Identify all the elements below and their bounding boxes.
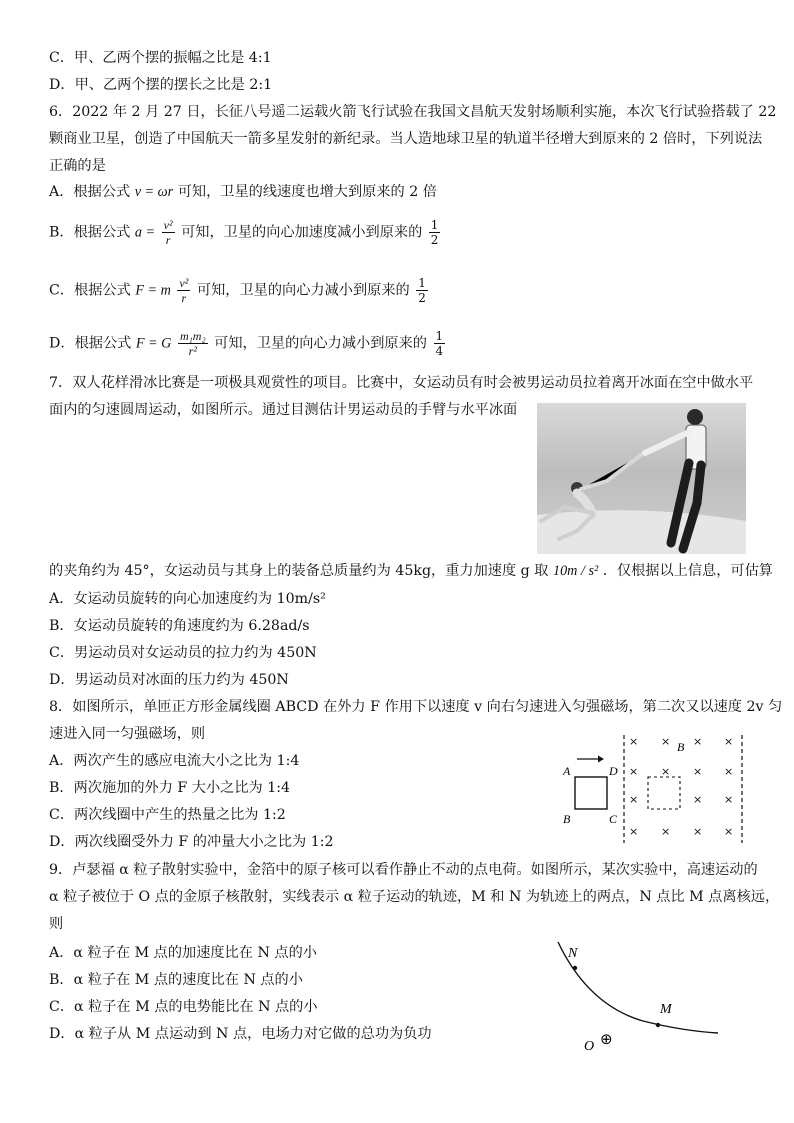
- label-n: N: [568, 946, 578, 961]
- q6-stem-line2: 颗商业卫星，创造了中国航天一箭多星发射的新纪录。当人造地球卫星的轨道半径增大到原来的 2 倍时，下列说法: [49, 131, 763, 147]
- label-m: M: [660, 1002, 672, 1017]
- q6-stem-line3: 正确的是: [49, 158, 106, 174]
- q6-option-c-answer-fraction: [416, 276, 428, 305]
- svg-text:×: ×: [661, 735, 671, 748]
- svg-text:×: ×: [629, 825, 639, 838]
- q6-option-a-formula: v = ωr: [134, 184, 174, 200]
- figure-skating-pair-photo: [537, 403, 746, 554]
- q6-option-d-fraction: [178, 329, 208, 358]
- fraction-denominator: r: [181, 291, 187, 305]
- coil-label-d: D: [609, 764, 618, 778]
- q7-stem-line3-tail: ．仅根据以上信息，可估算: [602, 563, 773, 579]
- fraction-numerator: 1: [430, 218, 439, 232]
- q6-option-c-lhs: F = m: [135, 282, 171, 299]
- q7-option-a: A．女运动员旋转的向心加速度约为 10m/s²: [49, 591, 326, 607]
- q7-option-d: D．男运动员对冰面的压力约为 450N: [49, 672, 289, 688]
- coil-label-c: C: [609, 812, 618, 826]
- coil-field-svg: [558, 733, 748, 845]
- label-o: O: [584, 1039, 595, 1054]
- q6-option-b-text: 可知，卫星的向心加速度减小到原来的: [181, 224, 423, 241]
- skaters-illustration: [537, 403, 746, 554]
- svg-text:×: ×: [724, 765, 734, 778]
- q8-stem-line2: 速进入同一匀强磁场，则: [49, 726, 206, 742]
- fraction-numerator: v²: [179, 276, 189, 290]
- fraction-denominator: r²: [188, 344, 197, 358]
- q7-stem-line3: [49, 561, 773, 581]
- q9-stem-line1: 9．卢瑟福 α 粒子散射实验中，金箔中的原子核可以看作静止不动的点电荷。如图所示，某次实验中，高速运动的: [49, 862, 758, 878]
- q6-option-b: [49, 218, 442, 247]
- alpha-trajectory-svg: [548, 935, 723, 1060]
- svg-text:×: ×: [629, 765, 639, 778]
- q6-option-c-fraction: [177, 276, 190, 305]
- nucleus-icon: ⊕: [600, 1030, 613, 1048]
- fraction-denominator: 2: [418, 291, 426, 305]
- q9-stem-line3: 则: [49, 916, 64, 932]
- q6-option-d: [49, 329, 447, 358]
- q6-option-d-answer-fraction: [434, 329, 446, 358]
- point-n: [573, 966, 577, 970]
- q6-option-d-lhs: F = G: [135, 335, 172, 352]
- q5-option-d: D．甲、乙两个摆的摆长之比是 2:1: [49, 77, 273, 93]
- fraction-numerator: 1: [418, 276, 426, 290]
- q9-option-c: C．α 粒子在 M 点的电势能比在 N 点的小: [49, 999, 318, 1015]
- q7-option-b: B．女运动员旋转的角速度约为 6.28ad/s: [49, 618, 310, 634]
- q7-stem-line2: 面内的匀速圆周运动，如图所示。通过目测估计男运动员的手臂与水平冰面: [49, 402, 518, 418]
- svg-text:×: ×: [661, 765, 671, 778]
- fraction-denominator: 4: [435, 344, 444, 358]
- svg-text:×: ×: [693, 825, 703, 838]
- fraction-numerator: 1: [435, 329, 444, 343]
- svg-text:×: ×: [724, 735, 734, 748]
- q7-option-c: C．男运动员对女运动员的拉力约为 450N: [49, 645, 317, 661]
- q6-option-c-text: 可知，卫星的向心力减小到原来的: [196, 282, 410, 299]
- q6-option-b-lhs: a =: [134, 224, 156, 241]
- q5-option-c: C．甲、乙两个摆的振幅之比是 4:1: [49, 50, 272, 66]
- q6-option-d-text: 可知，卫星的向心力减小到原来的: [214, 335, 427, 352]
- alpha-scattering-diagram: [548, 935, 723, 1060]
- q9-option-b: B．α 粒子在 M 点的速度比在 N 点的小: [49, 972, 303, 988]
- q8-option-a: A．两次产生的感应电流大小之比为 1:4: [49, 753, 300, 769]
- q8-stem-line1: 8．如图所示，单匝正方形金属线圈 ABCD 在外力 F 作用下以速度 v 向右匀速进入匀强磁场，第二次又以速度 2v 匀: [49, 699, 783, 715]
- svg-text:×: ×: [693, 793, 703, 806]
- coil-label-a: A: [563, 764, 571, 778]
- svg-text:×: ×: [629, 735, 639, 748]
- q6-option-d-prefix: D．根据公式: [49, 335, 132, 352]
- svg-text:×: ×: [661, 825, 671, 838]
- fraction-numerator: v²: [163, 218, 173, 232]
- square-coil: [575, 777, 607, 809]
- q7-stem-line1: 7．双人花样滑冰比赛是一项极具观赏性的项目。比赛中，女运动员有时会被男运动员拉着离开冰面在空中做水平: [49, 375, 754, 391]
- coil-label-b: B: [563, 812, 571, 826]
- svg-text:×: ×: [724, 793, 734, 806]
- svg-text:×: ×: [693, 735, 703, 748]
- q6-stem-line1: 6．2022 年 2 月 27 日，长征八号遥二运载火箭飞行试验在我国文昌航天发射场顺利实施，本次飞行试验搭载了 22: [49, 104, 777, 120]
- q6-option-b-fraction: [162, 218, 175, 247]
- q9-option-a: A．α 粒子在 M 点的加速度比在 N 点的小: [49, 945, 317, 961]
- svg-text:×: ×: [724, 825, 734, 838]
- q7-stem-line3-text: 的夹角约为 45°，女运动员与其身上的装备总质量约为 45kg，重力加速度 g 取: [49, 563, 549, 579]
- q6-option-b-answer-fraction: [429, 218, 441, 247]
- point-m: [656, 1023, 660, 1027]
- q6-option-c: [49, 276, 430, 305]
- q8-option-c: C．两次线圈中产生的热量之比为 1:2: [49, 807, 286, 823]
- fraction-denominator: r: [165, 233, 171, 247]
- svg-text:×: ×: [629, 793, 639, 806]
- svg-text:×: ×: [693, 765, 703, 778]
- field-label-b: B: [677, 740, 685, 754]
- q6-option-a-text: 可知，卫星的线速度也增大到原来的 2 倍: [177, 184, 437, 200]
- q6-option-c-prefix: C．根据公式: [49, 282, 131, 299]
- q6-option-a: [49, 182, 437, 202]
- q6-option-a-prefix: A．根据公式: [49, 184, 131, 200]
- alpha-trajectory: [558, 942, 718, 1033]
- q9-option-d: D．α 粒子从 M 点运动到 N 点，电场力对它做的总功为负功: [49, 1026, 432, 1042]
- q9-stem-line2: α 粒子被位于 O 点的金原子核散射，实线表示 α 粒子运动的轨迹，M 和 N 为轨迹上的两点，N 点比 M 点离核远，: [49, 889, 780, 905]
- fraction-numerator: m₁m₂: [179, 329, 206, 343]
- fraction-denominator: 2: [430, 233, 439, 247]
- q8-option-d: D．两次线圈受外力 F 的冲量大小之比为 1:2: [49, 834, 334, 850]
- magnetic-field-coil-diagram: [558, 733, 748, 845]
- q7-gravity-value: 10m / s²: [552, 563, 599, 579]
- q6-option-b-prefix: B．根据公式: [49, 224, 131, 241]
- q8-option-b: B．两次施加的外力 F 大小之比为 1:4: [49, 780, 291, 796]
